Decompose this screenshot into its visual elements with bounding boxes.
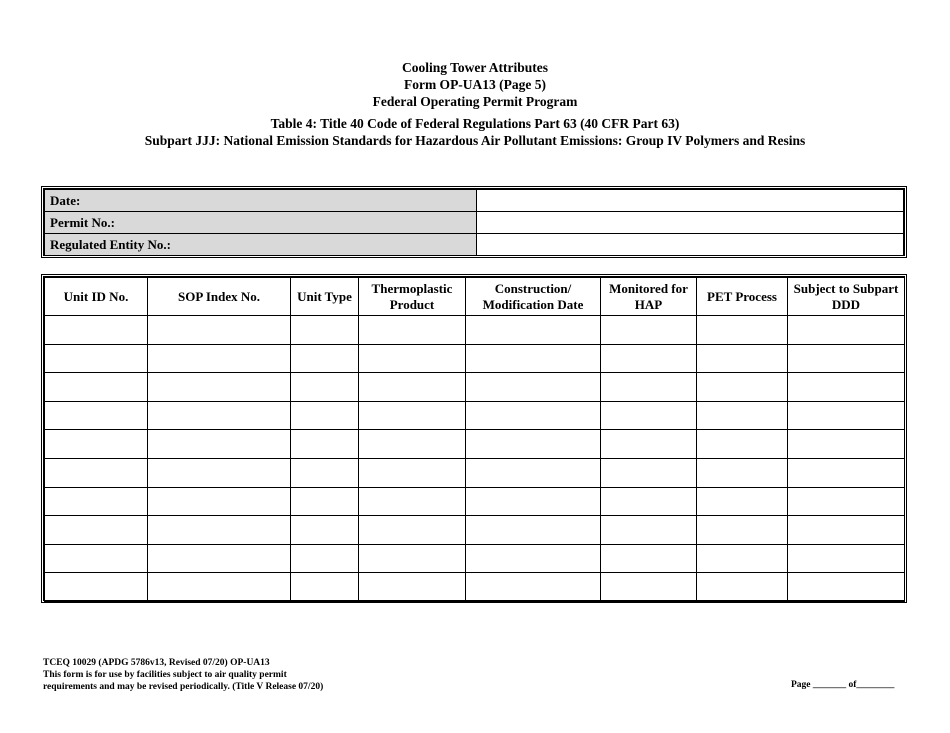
table-cell[interactable] xyxy=(601,401,697,430)
form-footer xyxy=(43,657,323,693)
entity-field[interactable] xyxy=(477,234,904,256)
table-cell[interactable] xyxy=(359,516,466,545)
table-cell[interactable] xyxy=(601,516,697,545)
table-cell[interactable] xyxy=(601,487,697,516)
table-cell[interactable] xyxy=(697,516,788,545)
entity-row xyxy=(45,234,904,256)
table-cell[interactable] xyxy=(788,316,905,345)
table-cell[interactable] xyxy=(601,458,697,487)
table-cell[interactable] xyxy=(359,487,466,516)
table-cell[interactable] xyxy=(359,316,466,345)
table-cell[interactable] xyxy=(359,430,466,459)
table-cell[interactable] xyxy=(788,430,905,459)
header-row xyxy=(45,278,905,316)
table-cell[interactable] xyxy=(788,344,905,373)
col-unit-id: Unit ID No. xyxy=(45,278,148,316)
footer-usage-note: This form is for use by facilities subject to air quality permit xyxy=(43,670,287,680)
table-cell[interactable] xyxy=(788,458,905,487)
table-cell[interactable] xyxy=(291,373,359,402)
col-construction-date: Construction/ Modification Date xyxy=(466,278,601,316)
table-cell[interactable] xyxy=(359,458,466,487)
permit-field[interactable] xyxy=(477,212,904,234)
date-label: Date: xyxy=(45,190,477,212)
table-cell[interactable] xyxy=(148,544,291,573)
col-subpart-ddd: Subject to Subpart DDD xyxy=(788,278,905,316)
table-cell[interactable] xyxy=(45,544,148,573)
table-cell[interactable] xyxy=(291,344,359,373)
table-cell[interactable] xyxy=(148,573,291,602)
table-cell[interactable] xyxy=(697,430,788,459)
table-cell[interactable] xyxy=(697,344,788,373)
permit-row xyxy=(45,212,904,234)
table-cell[interactable] xyxy=(359,544,466,573)
table-cell[interactable] xyxy=(788,487,905,516)
table-cell[interactable] xyxy=(466,401,601,430)
table-cell[interactable] xyxy=(466,316,601,345)
table-cell[interactable] xyxy=(45,516,148,545)
table-row xyxy=(45,487,905,516)
table-cell[interactable] xyxy=(466,573,601,602)
table-cell[interactable] xyxy=(359,573,466,602)
table-row xyxy=(45,516,905,545)
table-cell[interactable] xyxy=(601,573,697,602)
table-cell[interactable] xyxy=(788,516,905,545)
table-row xyxy=(45,401,905,430)
table-cell[interactable] xyxy=(291,401,359,430)
table-row xyxy=(45,316,905,345)
table-cell[interactable] xyxy=(291,573,359,602)
table-cell[interactable] xyxy=(45,316,148,345)
table-cell[interactable] xyxy=(601,344,697,373)
table-cell[interactable] xyxy=(45,373,148,402)
subpart-title: Subpart JJJ: National Emission Standards for Hazardous Air Pollutant Emissions: Group IV Polymers and Resins xyxy=(144,133,806,148)
form-header xyxy=(0,59,950,149)
table-cell[interactable] xyxy=(601,373,697,402)
table-cell[interactable] xyxy=(148,316,291,345)
table-cell[interactable] xyxy=(291,544,359,573)
table-row xyxy=(45,458,905,487)
col-unit-type: Unit Type xyxy=(291,278,359,316)
table-cell[interactable] xyxy=(697,487,788,516)
table-cell[interactable] xyxy=(45,458,148,487)
table-cell[interactable] xyxy=(697,316,788,345)
table-cell[interactable] xyxy=(148,373,291,402)
table-cell[interactable] xyxy=(148,458,291,487)
col-pet-process: PET Process xyxy=(697,278,788,316)
col-sop-index: SOP Index No. xyxy=(148,278,291,316)
table-row xyxy=(45,573,905,602)
table-cell[interactable] xyxy=(788,373,905,402)
col-monitored-hap: Monitored for HAP xyxy=(601,278,697,316)
table-cell[interactable] xyxy=(148,344,291,373)
table-cell[interactable] xyxy=(466,544,601,573)
table-cell[interactable] xyxy=(45,344,148,373)
table-cell[interactable] xyxy=(291,516,359,545)
form-title: Cooling Tower Attributes xyxy=(401,60,548,75)
attributes-table xyxy=(41,274,907,603)
table-cell[interactable] xyxy=(359,344,466,373)
table-cell[interactable] xyxy=(466,344,601,373)
table-cell[interactable] xyxy=(788,573,905,602)
table-cell[interactable] xyxy=(45,401,148,430)
table-cell[interactable] xyxy=(148,487,291,516)
table-cell[interactable] xyxy=(45,487,148,516)
table-cell[interactable] xyxy=(697,544,788,573)
table-cell[interactable] xyxy=(148,401,291,430)
table-cell[interactable] xyxy=(697,373,788,402)
table-cell[interactable] xyxy=(45,573,148,602)
table-cell[interactable] xyxy=(148,516,291,545)
table-cell[interactable] xyxy=(291,487,359,516)
table-row xyxy=(45,430,905,459)
table-cell[interactable] xyxy=(697,573,788,602)
col-thermoplastic-product: Thermoplastic Product xyxy=(359,278,466,316)
program-name: Federal Operating Permit Program xyxy=(372,94,578,109)
table-cell[interactable] xyxy=(291,316,359,345)
form-number: Form OP-UA13 (Page 5) xyxy=(403,77,547,92)
table-cell[interactable] xyxy=(601,544,697,573)
table-cell[interactable] xyxy=(466,373,601,402)
table-cell[interactable] xyxy=(788,401,905,430)
footer-form-id: TCEQ 10029 (APDG 5786v13, Revised 07/20) OP-UA13 xyxy=(43,658,270,668)
table-cell[interactable] xyxy=(601,316,697,345)
date-row xyxy=(45,190,904,212)
table-cell[interactable] xyxy=(148,430,291,459)
table-cell[interactable] xyxy=(466,487,601,516)
table-cell[interactable] xyxy=(601,430,697,459)
footer-revision-note: requirements and may be revised periodically. (Title V Release 07/20) xyxy=(43,682,324,692)
table-cell[interactable] xyxy=(291,430,359,459)
table-cell[interactable] xyxy=(466,516,601,545)
table-cell[interactable] xyxy=(697,458,788,487)
table-row xyxy=(45,544,905,573)
entity-label: Regulated Entity No.: xyxy=(45,234,477,256)
table-title: Table 4: Title 40 Code of Federal Regulations Part 63 (40 CFR Part 63) xyxy=(270,116,680,131)
table-cell[interactable] xyxy=(788,544,905,573)
table-cell[interactable] xyxy=(45,430,148,459)
page-number: Page _______ of________ xyxy=(791,680,895,690)
table-row xyxy=(45,344,905,373)
info-table xyxy=(41,186,907,258)
table-row xyxy=(45,373,905,402)
date-field[interactable] xyxy=(477,190,904,212)
table-cell[interactable] xyxy=(291,458,359,487)
table-cell[interactable] xyxy=(359,401,466,430)
permit-label: Permit No.: xyxy=(45,212,477,234)
table-cell[interactable] xyxy=(359,373,466,402)
table-cell[interactable] xyxy=(466,458,601,487)
table-cell[interactable] xyxy=(697,401,788,430)
table-cell[interactable] xyxy=(466,430,601,459)
